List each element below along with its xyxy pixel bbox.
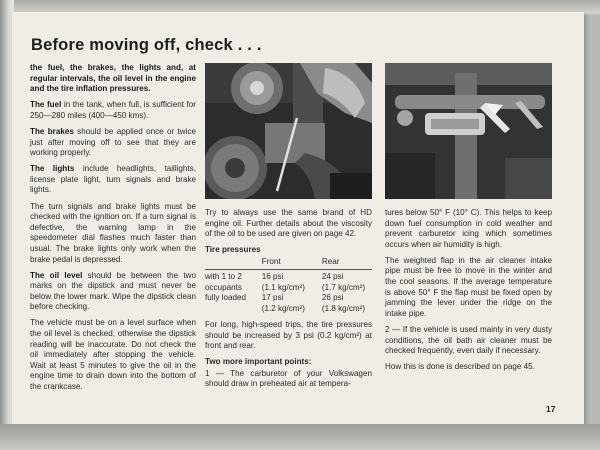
- table-header: Rear: [321, 256, 340, 266]
- lights-lead: The lights: [30, 164, 75, 174]
- text-column-left: [30, 63, 196, 398]
- weighted-flap-paragraph: The weighted flap in the air cleaner intake pipe must be free to move in the winter and the cool seasons. If the average temperature is above 50° F the flap must be fixed open by jamming the lever under the ridge on the intake pipe.: [385, 255, 552, 318]
- book-bottom-edge: [0, 424, 600, 450]
- table-row: [205, 270, 372, 283]
- table-cell: 26 psi: [321, 293, 344, 303]
- lights-paragraph: [30, 164, 196, 196]
- intro-paragraph: the fuel, the brakes, the lights and, at regular intervals, the oil level in the engine and the tire inflation pressures.: [30, 63, 196, 94]
- text-column-middle: [205, 208, 372, 395]
- fuel-text: in the tank, when full, is sufficient for 250—280 miles (400—450 kms).: [30, 100, 196, 120]
- table-cell: 16 psi: [261, 272, 284, 282]
- table-row: [205, 293, 372, 303]
- level-surface-paragraph: The vehicle must be on a level surface when the oil level is checked, otherwise the dipstick reading will be inaccurate. Do not check the oil immediately after stopping the vehicle. Wait at least 5 minutes to give the oil in the engine time to drain down into the bottom of the crankcase.: [30, 318, 196, 392]
- table-cell: fully loaded: [205, 293, 246, 303]
- table-cell: [205, 304, 262, 314]
- preheated-air-continuation: tures below 50° F (10° C). This helps to keep down fuel consumption in cold weather and prevent carburetor icing which sometimes occurs when air humidity is high.: [385, 208, 552, 249]
- high-speed-paragraph: For long, high-speed trips, the tire pressures should be increased by 3 psi (0.2 kg/cm²) at front and rear.: [205, 319, 372, 351]
- tire-pressure-table: [205, 257, 372, 314]
- table-header: Front: [261, 256, 281, 266]
- oil-text: should be between the two marks on the dipstick and must never be below the lower mark. Wipe the dipstick clean before checking.: [30, 270, 196, 312]
- turn-signals-paragraph: The turn signals and brake lights must be checked with the ignition on. If a turn signal is defective, the warning lamp in the speedometer dial flashes much faster than usual. The brake lights only work when the brake pedal is depressed.: [30, 201, 196, 264]
- air-cleaner-flap-photo: [385, 63, 552, 199]
- table-row: [205, 283, 372, 293]
- lights-text: include headlights, taillights, license plate light, turn signals and brake lights.: [30, 164, 196, 195]
- table-cell: 24 psi: [321, 272, 344, 282]
- page-title: Before moving off, check . . .: [31, 36, 262, 54]
- table-cell: 17 psi: [261, 293, 284, 303]
- table-cell: (1.1 kg/cm²): [261, 282, 305, 292]
- table-cell: with 1 to 2: [205, 272, 242, 282]
- brakes-text: should be applied once or twice just after moving off to see that they are working properly.: [30, 126, 196, 158]
- table-cell: (1.2 kg/cm²): [261, 303, 305, 313]
- table-row: [205, 304, 372, 314]
- fuel-paragraph: [30, 100, 196, 121]
- oil-level-paragraph: [30, 271, 196, 313]
- brakes-paragraph: [30, 127, 196, 159]
- tire-pressures-heading: Tire pressures: [205, 245, 261, 255]
- text-column-right: [385, 208, 552, 378]
- howto-paragraph: How this is done is described on page 45.: [385, 362, 535, 372]
- table-cell: (1.7 kg/cm²): [321, 282, 366, 292]
- oil-brand-paragraph: Try to always use the same brand of HD engine oil. Further details about the viscosity of the oil to be used are given on page 42.: [205, 208, 372, 239]
- page-number: 17: [546, 404, 556, 414]
- table-cell: occupants: [205, 282, 242, 292]
- fuel-lead: The fuel: [30, 100, 62, 110]
- table-header: [205, 257, 262, 270]
- point-one-paragraph: 1 — The carburetor of your Volkswagen should draw in preheated air at tempera-: [205, 368, 372, 389]
- oil-lead: The oil level: [30, 270, 83, 280]
- engine-dipstick-photo: [205, 63, 372, 199]
- brakes-lead: The brakes: [30, 126, 74, 136]
- point-two-paragraph: 2 — If the vehicle is used mainly in very dusty conditions, the oil bath air cleaner must be checked frequently, even daily if necessary.: [385, 324, 552, 356]
- table-cell: (1.8 kg/cm²): [321, 303, 366, 313]
- important-points-heading: Two more important points:: [205, 357, 312, 367]
